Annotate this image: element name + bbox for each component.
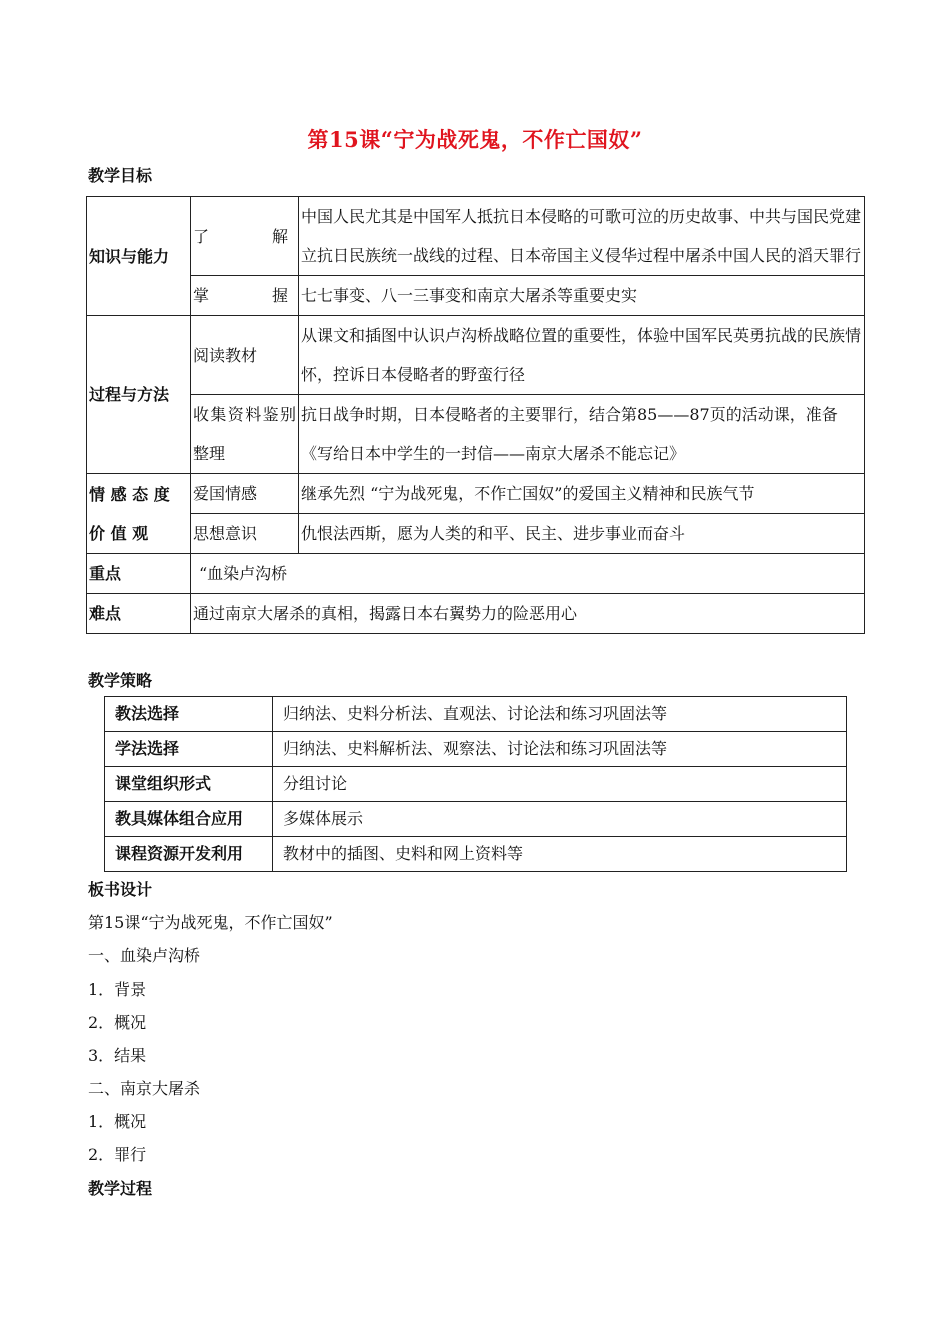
board-line: 2．概况 bbox=[88, 1013, 147, 1032]
subcategory-patriotism: 爱国情感 bbox=[191, 474, 299, 514]
objective-content: 中国人民尤其是中国军人抵抗日本侵略的可歌可泣的历史故事、中共与国民党建立抗日民族统一战线的过程、日本帝国主义侵华过程中屠杀中国人民的滔天罪行 bbox=[299, 197, 865, 276]
table-row bbox=[105, 767, 847, 802]
objective-content: 从课文和插图中认识卢沟桥战略位置的重要性，体验中国军民英勇抗战的民族情怀，控诉日本侵略者的野蛮行径 bbox=[299, 316, 865, 395]
table-row bbox=[105, 732, 847, 767]
table-row bbox=[87, 594, 865, 634]
table-row bbox=[87, 554, 865, 594]
section-heading-board: 板书设计 bbox=[88, 880, 153, 899]
strategy-key: 课堂组织形式 bbox=[105, 767, 273, 802]
category-emotion: 情 感 态 度 价 值 观 bbox=[87, 474, 191, 554]
board-line: 一、血染卢沟桥 bbox=[88, 946, 201, 965]
section-heading-process: 教学过程 bbox=[88, 1179, 153, 1198]
strategy-value: 归纳法、史料分析法、直观法、讨论法和练习巩固法等 bbox=[273, 697, 847, 732]
strategy-value: 教材中的插图、史料和网上资料等 bbox=[273, 837, 847, 872]
table-row bbox=[87, 276, 865, 316]
subcategory-ideology: 思想意识 bbox=[191, 514, 299, 554]
sub-char: 握 bbox=[271, 286, 288, 305]
subcategory-reading: 阅读教材 bbox=[191, 316, 299, 395]
strategy-key: 课程资源开发利用 bbox=[105, 837, 273, 872]
sub-char: 掌 bbox=[193, 286, 210, 305]
strategy-value: 归纳法、史料解析法、观察法、讨论法和练习巩固法等 bbox=[273, 732, 847, 767]
page-title: 第15课“宁为战死鬼，不作亡国奴” bbox=[307, 127, 643, 152]
table-row bbox=[87, 395, 865, 474]
table-row bbox=[87, 316, 865, 395]
category-difficulty: 难点 bbox=[87, 594, 191, 634]
subcategory-collecting: 收集资料鉴别整理 bbox=[191, 395, 299, 474]
board-line: 第15课“宁为战死鬼，不作亡国奴” bbox=[88, 913, 333, 932]
board-line: 1．背景 bbox=[88, 980, 147, 999]
difficulty-content: 通过南京大屠杀的真相，揭露日本右翼势力的险恶用心 bbox=[191, 594, 865, 634]
objective-content: 仇恨法西斯，愿为人类的和平、民主、进步事业而奋斗 bbox=[299, 514, 865, 554]
strategy-key: 教法选择 bbox=[105, 697, 273, 732]
board-line: 1．概况 bbox=[88, 1112, 147, 1131]
strategy-key: 教具媒体组合应用 bbox=[105, 802, 273, 837]
category-key-point: 重点 bbox=[87, 554, 191, 594]
objective-content: 继承先烈 “宁为战死鬼，不作亡国奴”的爱国主义精神和民族气节 bbox=[299, 474, 865, 514]
table-row bbox=[105, 697, 847, 732]
objectives-table bbox=[86, 196, 865, 634]
sub-char: 了 bbox=[193, 226, 210, 246]
key-point-content: “血染卢沟桥 bbox=[191, 554, 865, 594]
category-knowledge: 知识与能力 bbox=[87, 197, 191, 316]
strategy-value: 多媒体展示 bbox=[273, 802, 847, 837]
sub-char: 解 bbox=[271, 226, 288, 246]
category-process: 过程与方法 bbox=[87, 316, 191, 474]
subcategory-master bbox=[191, 276, 299, 316]
table-row bbox=[105, 802, 847, 837]
section-heading-strategy: 教学策略 bbox=[88, 671, 153, 690]
table-row bbox=[87, 197, 865, 276]
section-heading-goals: 教学目标 bbox=[88, 166, 153, 185]
board-line: 3．结果 bbox=[88, 1046, 147, 1065]
board-line: 二、南京大屠杀 bbox=[88, 1079, 201, 1098]
subcategory-understand bbox=[191, 197, 299, 276]
strategy-table bbox=[104, 696, 847, 872]
table-row bbox=[87, 514, 865, 554]
strategy-value: 分组讨论 bbox=[273, 767, 847, 802]
objective-content: 抗日战争时期，日本侵略者的主要罪行，结合第85——87页的活动课，准备《写给日本中学生的一封信——南京大屠杀不能忘记》 bbox=[299, 395, 865, 474]
table-row bbox=[105, 837, 847, 872]
board-line: 2．罪行 bbox=[88, 1145, 147, 1164]
objective-content: 七七事变、八一三事变和南京大屠杀等重要史实 bbox=[299, 276, 865, 316]
strategy-key: 学法选择 bbox=[105, 732, 273, 767]
table-row bbox=[87, 474, 865, 514]
